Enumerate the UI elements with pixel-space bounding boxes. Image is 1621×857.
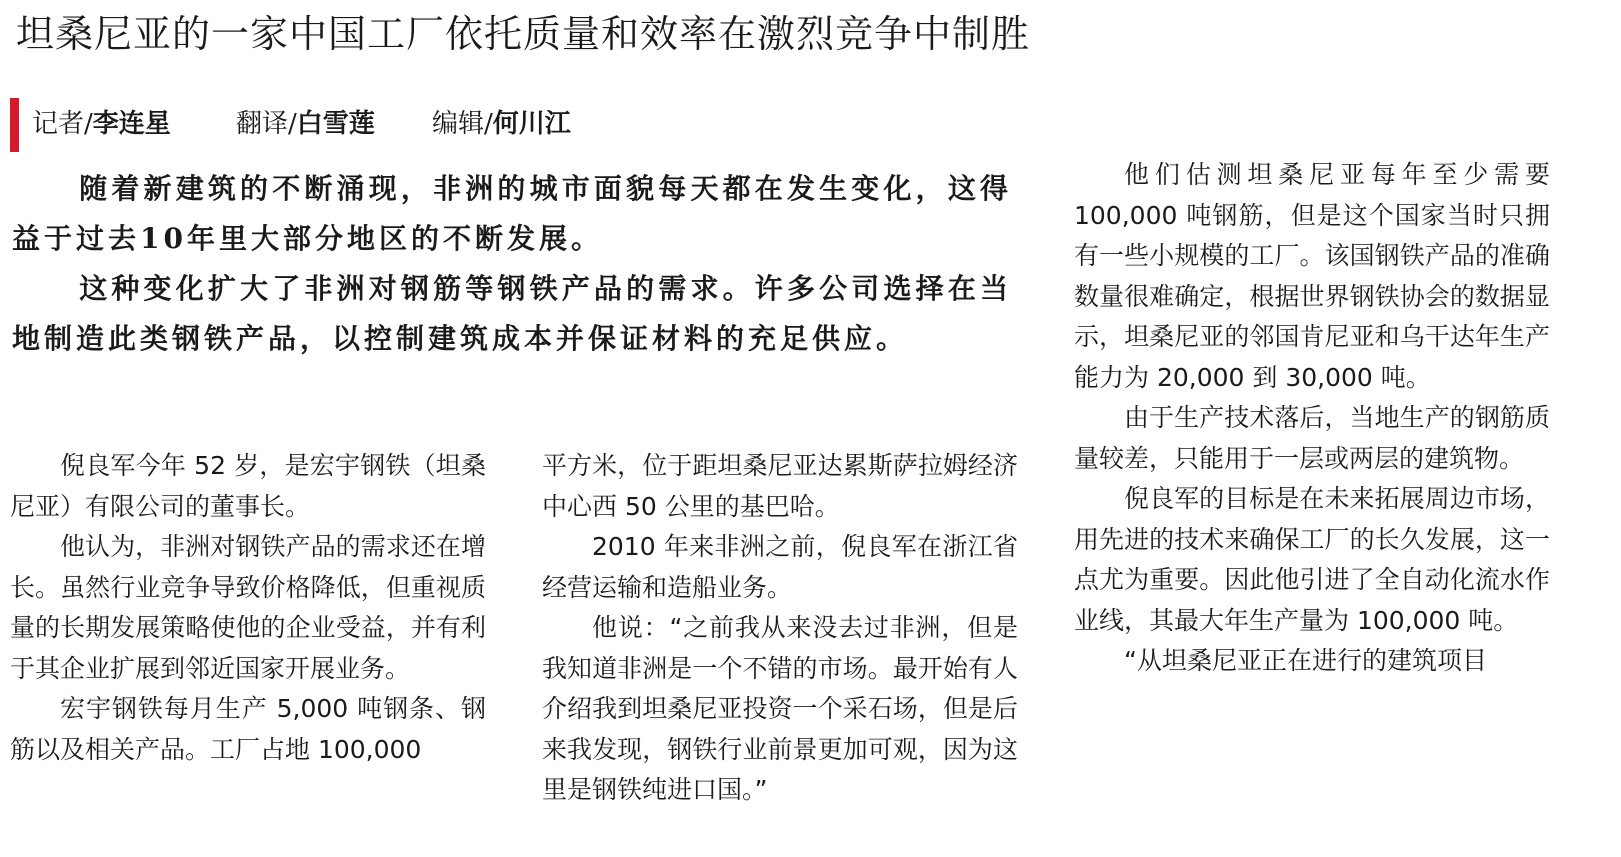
body-column-1 xyxy=(10,446,486,770)
body-paragraph: 倪良军的目标是在未来拓展周边市场，用先进的技术来确保工厂的长久发展，这一点尤为重要。因此他引进了全自动化流水作业线，其最大年生产量为 100,000 吨。 xyxy=(1074,484,1550,635)
body-paragraph: 2010 年来非洲之前，倪良军在浙江省经营运输和造船业务。 xyxy=(542,532,1018,602)
lead-paragraphs xyxy=(12,164,1012,364)
byline-editor xyxy=(432,104,571,144)
body-column-3 xyxy=(1074,155,1550,682)
byline-role: 翻译/ xyxy=(236,109,297,139)
byline-translator xyxy=(236,104,375,144)
byline-reporter xyxy=(32,104,171,144)
byline-role: 记者/ xyxy=(32,109,93,139)
byline-person: 何川江 xyxy=(492,109,571,139)
body-paragraph: “从坦桑尼亚正在进行的建筑项目 xyxy=(1124,646,1487,675)
lead-paragraph: 随着新建筑的不断涌现，非洲的城市面貌每天都在发生变化，这得益于过去10年里大部分地区的不断发展。 xyxy=(12,172,1012,255)
body-column-2 xyxy=(542,446,1018,811)
byline-row xyxy=(10,98,710,152)
body-paragraph: 宏宇钢铁每月生产 5,000 吨钢条、钢筋以及相关产品。工厂占地 100,000 xyxy=(10,694,486,764)
body-paragraph: 他们估测坦桑尼亚每年至少需要 100,000 吨钢筋，但是这个国家当时只拥有一些小规模的工厂。该国钢铁产品的准确数量很难确定，根据世界钢铁协会的数据显示，坦桑尼亚的邻国肯尼亚和乌干达年生产能力为 20,000 到 30,000 吨。 xyxy=(1074,160,1550,392)
body-paragraph: 由于生产技术落后，当地生产的钢筋质量较差，只能用于一层或两层的建筑物。 xyxy=(1074,403,1550,473)
byline-person: 李连星 xyxy=(92,109,171,139)
body-paragraph-continued: 平方米，位于距坦桑尼亚达累斯萨拉姆经济中心西 50 公里的基巴哈。 xyxy=(542,451,1018,521)
body-paragraph: 倪良军今年 52 岁，是宏宇钢铁（坦桑尼亚）有限公司的董事长。 xyxy=(10,451,486,521)
body-paragraph: 他说：“之前我从来没去过非洲，但是我知道非洲是一个不错的市场。最开始有人介绍我到坦桑尼亚投资一个采石场，但是后来我发现，钢铁行业前景更加可观，因为这里是钢铁纯进口国。” xyxy=(542,613,1018,804)
lead-paragraph: 这种变化扩大了非洲对钢筋等钢铁产品的需求。许多公司选择在当地制造此类钢铁产品，以控制建筑成本并保证材料的充足供应。 xyxy=(12,272,1012,355)
byline-role: 编辑/ xyxy=(432,109,493,139)
article-headline: 坦桑尼亚的一家中国工厂依托质量和效率在激烈竞争中制胜 xyxy=(16,12,1031,56)
byline-person: 白雪莲 xyxy=(296,109,375,139)
body-paragraph: 他认为，非洲对钢铁产品的需求还在增长。虽然行业竞争导致价格降低，但重视质量的长期发展策略使他的企业受益，并有利于其企业扩展到邻近国家开展业务。 xyxy=(10,532,486,683)
byline-accent-bar xyxy=(10,98,19,152)
